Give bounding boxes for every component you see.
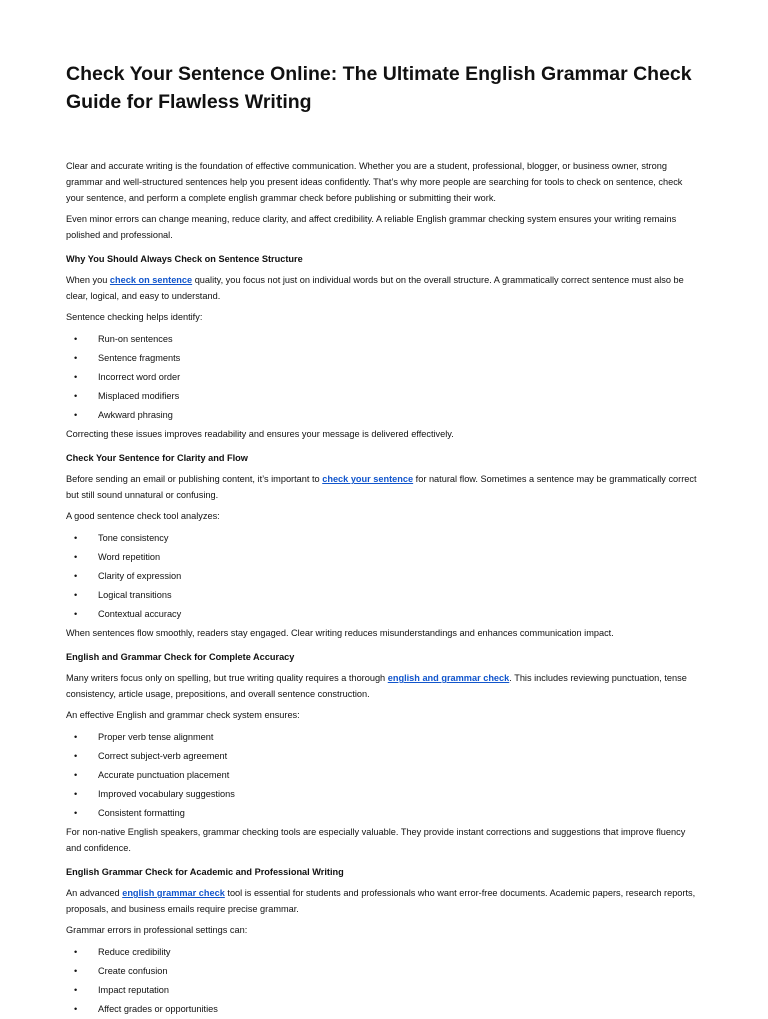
intro-paragraph: Even minor errors can change meaning, reduce clarity, and affect credibility. A reliable English grammar checking system ensures your writing remains polished and professional. (66, 214, 677, 240)
text: tool is essential for students and professionals who want error-free documents. Academic papers, research reports, proposals, and business emails require precise grammar. (66, 888, 696, 914)
section-check-your-sentence (66, 450, 702, 641)
section-english-grammar-check (66, 864, 702, 1019)
list-item: • Reduce credibility (98, 943, 702, 962)
text: Before sending an email or publishing content, it’s important to (66, 474, 323, 484)
list-item: • Sentence fragments (98, 349, 702, 368)
list-item: • Correct subject-verb agreement (98, 747, 702, 766)
list-item: • Proper verb tense alignment (98, 728, 702, 747)
section-english-and-grammar-check (66, 649, 702, 856)
list-item: • Affect grades or opportunities (98, 1000, 702, 1019)
bullet-list (66, 330, 702, 425)
section-paragraph (66, 471, 702, 503)
list-item: • Improved vocabulary suggestions (98, 785, 702, 804)
list-item: • Accurate punctuation placement (98, 766, 702, 785)
section-paragraph (66, 272, 702, 304)
list-lead: Grammar errors in professional settings can: (66, 925, 248, 935)
text: Many writers focus only on spelling, but true writing quality requires a thorough (66, 673, 388, 683)
section-paragraph: When sentences flow smoothly, readers stay engaged. Clear writing reduces misunderstandings and enhances communication impact. (66, 628, 614, 638)
text: quality, you focus not just on individual words but on the overall structure. A grammatically correct sentence must also be clear, logical, and easy to understand. (66, 275, 684, 301)
page-title: Check Your Sentence Online: The Ultimate English Grammar Check Guide for Flawless Writing (66, 63, 692, 113)
section-check-on-sentence (66, 251, 702, 442)
section-paragraph: For non-native English speakers, grammar checking tools are especially valuable. They provide instant corrections and suggestions that improve fluency and confidence. (66, 827, 686, 853)
section-heading: English and Grammar Check for Complete Accuracy (66, 652, 295, 662)
list-item: • Tone consistency (98, 529, 702, 548)
bullet-list (66, 943, 702, 1019)
check-on-sentence-link[interactable]: check on sentence (109, 275, 193, 285)
bullet-list (66, 529, 702, 624)
text: An advanced (66, 888, 123, 898)
section-heading: Why You Should Always Check on Sentence Structure (66, 254, 303, 264)
section-paragraph (66, 670, 702, 702)
list-item: • Clarity of expression (98, 567, 702, 586)
english-and-grammar-check-link[interactable]: english and grammar check (387, 673, 510, 683)
list-item: • Run-on sentences (98, 330, 702, 349)
section-paragraph (66, 885, 702, 917)
list-lead: A good sentence check tool analyzes: (66, 511, 220, 521)
section-heading: English Grammar Check for Academic and Professional Writing (66, 867, 344, 877)
text: for natural flow. Sometimes a sentence may be grammatically correct but still sound unnatural or confusing. (66, 474, 697, 500)
list-item: • Impact reputation (98, 981, 702, 1000)
section-paragraph: Correcting these issues improves readability and ensures your message is delivered effectively. (66, 429, 454, 439)
list-item: • Misplaced modifiers (98, 387, 702, 406)
list-item: • Incorrect word order (98, 368, 702, 387)
list-item: • Consistent formatting (98, 804, 702, 823)
check-your-sentence-link[interactable]: check your sentence (322, 474, 414, 484)
text: When you (66, 275, 110, 285)
text: . This includes reviewing punctuation, tense consistency, article usage, prepositions, and overall sentence construction. (66, 673, 687, 699)
section-heading: Check Your Sentence for Clarity and Flow (66, 453, 248, 463)
list-lead: Sentence checking helps identify: (66, 312, 203, 322)
list-item: • Word repetition (98, 548, 702, 567)
list-item: • Awkward phrasing (98, 406, 702, 425)
list-lead: An effective English and grammar check system ensures: (66, 710, 300, 720)
list-item: • Logical transitions (98, 586, 702, 605)
list-item: • Create confusion (98, 962, 702, 981)
english-grammar-check-link[interactable]: english grammar check (122, 888, 225, 898)
bullet-list (66, 728, 702, 823)
intro-paragraph: Clear and accurate writing is the foundation of effective communication. Whether you are a student, professional, blogger, or business owner, strong grammar and well-structured sentences help you present ideas confidently. That’s why more people are searching for tools to check on sentence, check your sentence, and perform a complete english grammar check before publishing or submitting their work. (66, 161, 683, 203)
list-item: • Contextual accuracy (98, 605, 702, 624)
